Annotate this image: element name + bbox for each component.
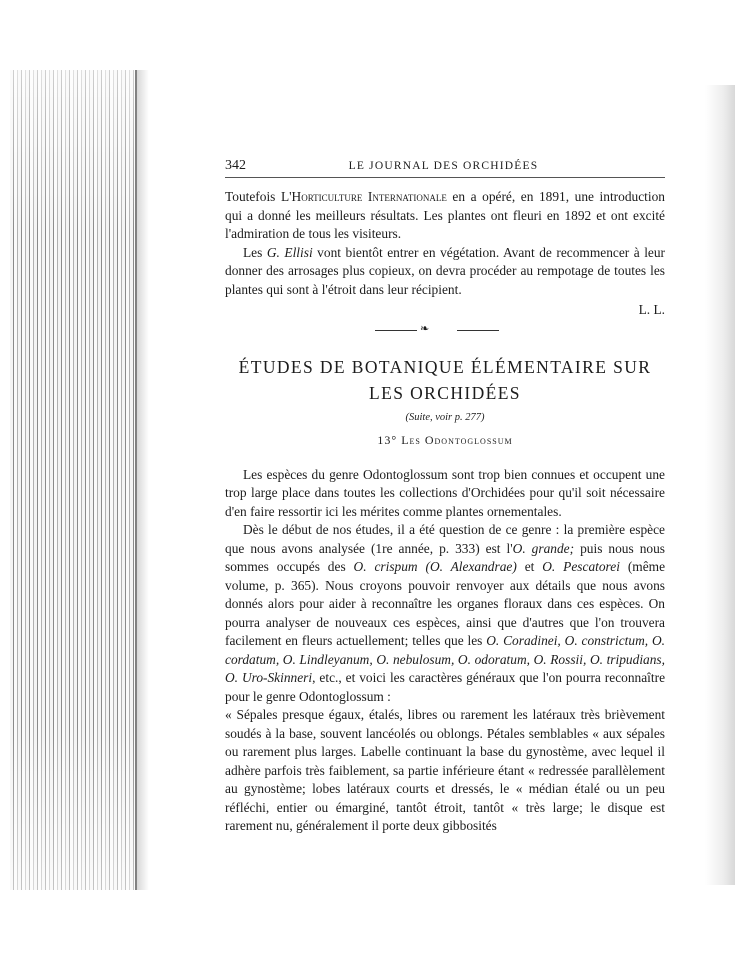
paragraph-introduction: Toutefois L'Horticulture Internationale en a opéré, en 1891, une introduction qui a donné les meilleurs résultats. Les plantes ont fleuri en 1892 et ont excité l'admiration de tous les visiteurs.	[225, 189, 665, 241]
species-name: G. Ellisi	[266, 244, 313, 260]
quote-text: « Sépales presque égaux, étalés, libres ou rarement les latéraux très brièvement soudés à la base, souvent lancéolés ou oblongs. Pétales semblables « aux sépales ou rarement plus larges. Labelle continuant la base du gynostème, avec lequel il adhère parfois très faiblement, sa partie inférieure étant « redressée parallèlement au gynostème; lobes latéraux courts et dressés, le « médian étalé ou un peu réfléchi, entier ou émarginé, tantôt étroit, tantôt « très large; le disque est rarement nu, généralement il porte deux gibbosités	[225, 707, 665, 833]
page-number: 342	[225, 158, 246, 173]
author-signature: L. L.	[638, 302, 665, 317]
journal-page	[225, 158, 665, 836]
right-page-edge	[705, 85, 735, 885]
journal-title: LE JOURNAL DES ORCHIDÉES	[348, 160, 539, 172]
fleuron-icon: ❧	[420, 322, 430, 335]
article-title: ÉTUDES DE BOTANIQUE ÉLÉMENTAIRE SUR LES ORCHIDÉES	[238, 356, 652, 403]
paragraph-vegetation: Les G. Ellisi vont bientôt entrer en végétation. Avant de recommencer à leur donner des arrosages plus copieux, on devra procéder au rempotage de toutes les plantes qui sont à l'étroit dans leur récipient.	[225, 244, 666, 297]
article-paragraph-2: Dès le début de nos études, il a été question de ce genre : la première espèce que nous avons analysée (1re année, p. 333) est l'O. grande; puis nous nous sommes occupés des O. crispum (O. Alexandrae) et O. Pescatorei (même volume, p. 365). Nous croyons pouvoir renvoyer aux détails que nous avons donnés alors pour aider à reconnaître les organes floraux dans ces espèces. On pourra analyser de nouveaux ces espèces, ainsi que d'autres que l'on trouvera facilement en fleurs actuellement; telles que les O. Coradinei, O. constrictum, O. cordatum, O. Lindleyanum, O. nebulosum, O. odoratum, O. Rossii, O. tripudians, O. Uro-Skinneri, etc., et voici les caractères généraux que l'on pourra reconnaître pour le genre Odontoglossum :	[225, 522, 666, 704]
article-paragraph-1: Les espèces du genre Odontoglossum sont trop bien connues et occupent une trop large place dans toutes les collections d'Orchidées pour qu'il soit nécessaire d'en faire ressortir ici les mérites comme plantes ornementales.	[225, 466, 665, 519]
page-edges-shading	[10, 70, 135, 890]
genus-description-quote	[225, 706, 665, 836]
section-ornament	[225, 322, 665, 336]
publication-name: L'Horticulture Internationale	[280, 189, 447, 204]
section-heading: 13° Les Odontoglossum	[377, 432, 513, 447]
binding-shadow	[135, 70, 149, 890]
continuation-note: (Suite, voir p. 277)	[405, 411, 485, 423]
running-header	[225, 158, 665, 178]
